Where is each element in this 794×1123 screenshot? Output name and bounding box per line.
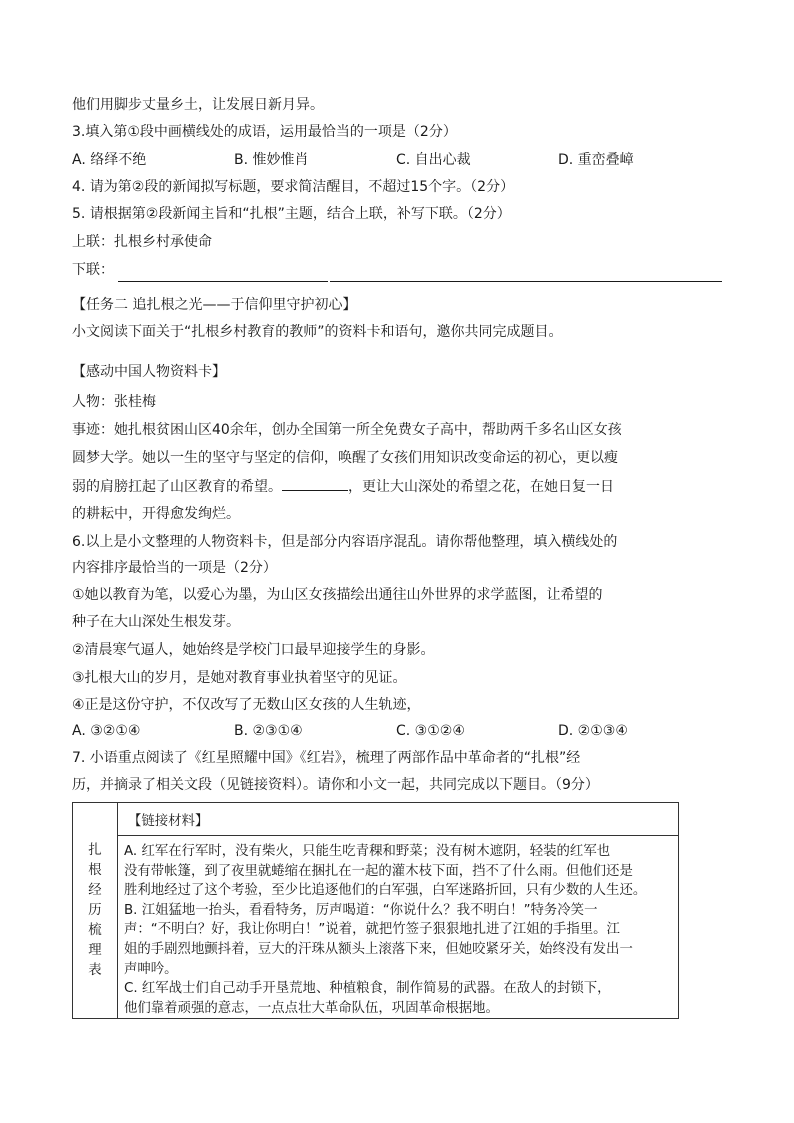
material-line: 姐的手剧烈地颤抖着，豆大的汗珠从额头上滚落下来，但她咬紧牙关，始终没有发出一 <box>124 941 633 957</box>
table-side-label: 扎根经历梳理表 <box>88 842 102 978</box>
q5-answer-blank-1[interactable] <box>118 267 328 282</box>
q4-stem: 4. 请为第②段的新闻拟写标题，要求简洁醒目，不超过15个字。（2分） <box>72 179 515 195</box>
q7-stem-line-2: 历，并摘录了相关文段（见链接资料）。请你和小文一起，共同完成以下题目。（9分） <box>72 777 599 793</box>
material-line: 没有带帐篷，到了夜里就蜷缩在捆扎在一起的灌木枝下面，挡不了什么雨。但他们还是 <box>124 863 633 879</box>
table-header: 【链接材料】 <box>128 813 209 829</box>
material-line: 声呻吟。 <box>124 961 178 977</box>
q3-option-b: B. 惟妙惟肖 <box>234 152 309 168</box>
card-deeds-text: ，更让大山深处的希望之花，在她日复一日 <box>348 479 614 495</box>
q5-answer-blank-2[interactable] <box>330 267 722 282</box>
q6-option-b: B. ②③①④ <box>234 723 303 739</box>
card-deeds-line-1: 事迹：她扎根贫困山区40余年，创办全国第一所全免费女子高中，帮助两千多名山区女孩 <box>72 422 622 438</box>
card-deeds-line-2: 圆梦大学。她以一生的坚守与坚定的信仰，唤醒了女孩们用知识改变命运的初心，更以瘦 <box>72 450 618 466</box>
material-line: 胜利地经过了这个考验，至少比追逐他们的白军强，白军迷路折回，只有少数的人生还。 <box>124 883 647 899</box>
card-person: 人物：张桂梅 <box>72 394 156 410</box>
card-deeds-line-4: 的耕耘中，开得愈发绚烂。 <box>72 506 240 522</box>
linked-material-table <box>72 802 679 1019</box>
q5-stem: 5. 请根据第②段新闻主旨和“扎根”主题，结合上联，补写下联。（2分） <box>72 206 511 222</box>
q5-upper-couplet: 上联：扎根乡村承使命 <box>72 234 212 250</box>
intro-line: 他们用脚步丈量乡土，让发展日新月异。 <box>72 97 324 113</box>
q6-stem-line-1: 6.以上是小文整理的人物资料卡，但是部分内容语序混乱。请你帮他整理，填入横线处的 <box>72 534 618 550</box>
material-line: B. 江姐猛地一抬头，看看特务，厉声喝道：“你说什么？我不明白！”特务冷笑一 <box>124 902 598 918</box>
q6-item-3: ③扎根大山的岁月，是她对教育事业执着坚守的见证。 <box>72 670 407 686</box>
q6-item-1: ①她以教育为笔，以爱心为墨，为山区女孩描绘出通往山外世界的求学蓝图，让希望的 <box>72 587 603 603</box>
table-side-label-cell <box>73 803 118 1019</box>
material-line: 声：“不明白？好，我让你明白！”说着，就把竹签子狠狠地扎进了江姐的手指里。江 <box>124 922 620 938</box>
q3-option-a: A. 络绎不绝 <box>72 152 147 168</box>
q3-option-c: C. 自出心裁 <box>396 152 471 168</box>
q6-stem-line-2: 内容排序最恰当的一项是（2分） <box>72 560 277 576</box>
q5-lower-label: 下联： <box>72 262 114 278</box>
card-fill-blank[interactable] <box>282 476 348 491</box>
q6-option-a: A. ③②①④ <box>72 723 141 739</box>
task2-title: 【任务二 追扎根之光——于信仰里守护初心】 <box>72 297 357 313</box>
card-title: 【感动中国人物资料卡】 <box>72 364 226 380</box>
table-body-cell <box>118 836 679 1019</box>
card-deeds-text: 弱的肩膀扛起了山区教育的希望。 <box>72 479 282 495</box>
table-header-cell <box>118 803 679 836</box>
q6-item-4: ④正是这份守护，不仅改写了无数山区女孩的人生轨迹， <box>72 697 421 713</box>
card-deeds-line-3 <box>72 476 614 497</box>
q3-option-d: D. 重峦叠嶂 <box>558 152 634 168</box>
material-line: A. 红军在行军时，没有柴火，只能生吃青稞和野菜；没有树木遮阴，轻装的红军也 <box>124 844 611 859</box>
task2-intro: 小文阅读下面关于“扎根乡村教育的教师”的资料卡和语句，邀你共同完成题目。 <box>72 324 563 340</box>
q3-stem: 3.填入第①段中画横线处的成语，运用最恰当的一项是（2分） <box>72 124 457 140</box>
q7-stem-line-1: 7. 小语重点阅读了《红星照耀中国》《红岩》，梳理了两部作品中革命者的“扎根”经 <box>72 750 581 766</box>
q6-item-2: ②清晨寒气逼人，她始终是学校门口最早迎接学生的身影。 <box>72 642 435 658</box>
q6-item-1-cont: 种子在大山深处生根发芽。 <box>72 614 240 630</box>
q6-option-d: D. ②①③④ <box>558 723 628 739</box>
q6-option-c: C. ③①②④ <box>396 723 465 739</box>
material-line: C. 红军战士们自己动手开垦荒地、种植粮食，制作简易的武器。在敌人的封锁下， <box>124 981 611 997</box>
material-line: 他们靠着顽强的意志，一点点壮大革命队伍，巩固革命根据地。 <box>124 1000 499 1016</box>
